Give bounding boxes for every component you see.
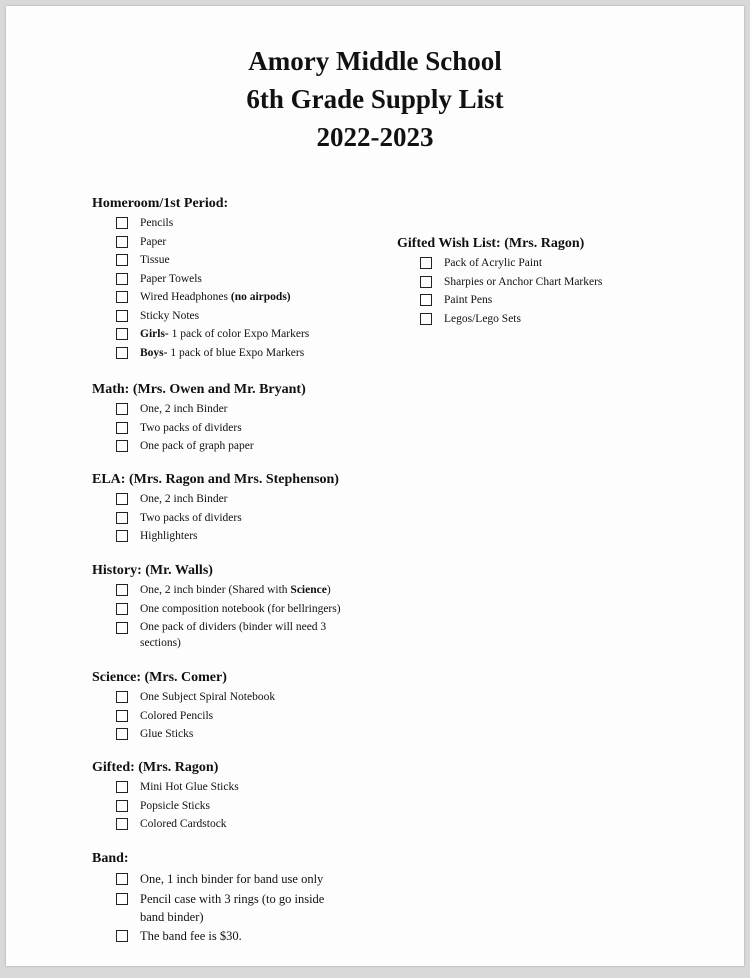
homeroom-section: [92, 195, 309, 362]
checkbox[interactable]: [116, 310, 128, 322]
list-item: One, 2 inch Binder: [116, 400, 306, 419]
checkbox[interactable]: [116, 440, 128, 452]
math-heading: Math: (Mrs. Owen and Mr. Bryant): [92, 382, 306, 397]
band-list: [116, 870, 350, 946]
gifted-heading: Gifted: (Mrs. Ragon): [92, 760, 219, 775]
document-title: [0, 42, 750, 156]
list-item: Sticky Notes: [116, 307, 309, 326]
checkbox[interactable]: [116, 236, 128, 248]
checkbox[interactable]: [116, 422, 128, 434]
checkbox[interactable]: [116, 347, 128, 359]
list-item: Wired Headphones (no airpods): [116, 288, 309, 307]
checkbox[interactable]: [116, 893, 128, 905]
ela-list: [116, 490, 339, 546]
math-section: [92, 381, 306, 456]
list-item: Two packs of dividers: [116, 509, 339, 528]
checkbox[interactable]: [116, 403, 128, 415]
checkbox[interactable]: [116, 512, 128, 524]
list-item: Boys- 1 pack of blue Expo Markers: [116, 344, 309, 363]
checkbox[interactable]: [116, 584, 128, 596]
list-name: 6th Grade Supply List: [246, 84, 504, 114]
history-list: [116, 581, 350, 652]
checkbox[interactable]: [116, 691, 128, 703]
ela-section: [92, 471, 339, 546]
list-item: Paint Pens: [420, 291, 602, 310]
list-item: One pack of dividers (binder will need 3 sections): [116, 618, 350, 652]
list-item: Pack of Acrylic Paint: [420, 254, 602, 273]
list-item: One, 2 inch binder (Shared with Science): [116, 581, 350, 600]
checkbox[interactable]: [116, 291, 128, 303]
school-year: 2022-2023: [316, 122, 434, 152]
list-item: Tissue: [116, 251, 309, 270]
list-item: Legos/Lego Sets: [420, 310, 602, 329]
checkbox[interactable]: [420, 257, 432, 269]
science-section: [92, 669, 275, 744]
checkbox[interactable]: [116, 930, 128, 942]
list-item: Girls- 1 pack of color Expo Markers: [116, 325, 309, 344]
checkbox[interactable]: [116, 622, 128, 634]
list-item: One pack of graph paper: [116, 437, 306, 456]
list-item: Mini Hot Glue Sticks: [116, 778, 239, 797]
ela-heading: ELA: (Mrs. Ragon and Mrs. Stephenson): [92, 472, 339, 487]
checkbox[interactable]: [116, 530, 128, 542]
science-heading: Science: (Mrs. Comer): [92, 670, 227, 685]
gifted-section: [92, 759, 239, 834]
wishlist-list: [420, 254, 602, 328]
list-item: Paper Towels: [116, 270, 309, 289]
list-item: Sharpies or Anchor Chart Markers: [420, 273, 602, 292]
list-item: One, 2 inch Binder: [116, 490, 339, 509]
checkbox[interactable]: [116, 493, 128, 505]
list-item: Colored Cardstock: [116, 815, 239, 834]
list-item: Pencil case with 3 rings (to go inside band binder): [116, 889, 350, 927]
checkbox[interactable]: [116, 217, 128, 229]
history-heading: History: (Mr. Walls): [92, 563, 213, 578]
history-section: [92, 562, 350, 652]
checkbox[interactable]: [116, 603, 128, 615]
list-item: One composition notebook (for bellringers): [116, 600, 350, 619]
checkbox[interactable]: [420, 276, 432, 288]
checkbox[interactable]: [116, 273, 128, 285]
homeroom-heading: Homeroom/1st Period:: [92, 196, 229, 211]
list-item: The band fee is $30.: [116, 927, 350, 946]
school-name: Amory Middle School: [248, 46, 502, 76]
list-item: Highlighters: [116, 527, 339, 546]
wishlist-section: [397, 235, 602, 328]
list-item: Colored Pencils: [116, 707, 275, 726]
band-heading: Band:: [92, 851, 129, 866]
science-list: [116, 688, 275, 744]
list-item: Glue Sticks: [116, 725, 275, 744]
math-list: [116, 400, 306, 456]
checkbox[interactable]: [116, 728, 128, 740]
checkbox[interactable]: [116, 781, 128, 793]
checkbox[interactable]: [116, 873, 128, 885]
list-item: One Subject Spiral Notebook: [116, 688, 275, 707]
checkbox[interactable]: [116, 800, 128, 812]
checkbox[interactable]: [116, 328, 128, 340]
checkbox[interactable]: [116, 254, 128, 266]
checkbox[interactable]: [420, 313, 432, 325]
checkbox[interactable]: [116, 818, 128, 830]
list-item: Popsicle Sticks: [116, 797, 239, 816]
list-item: Two packs of dividers: [116, 419, 306, 438]
gifted-list: [116, 778, 239, 834]
checkbox[interactable]: [420, 294, 432, 306]
wishlist-heading: Gifted Wish List: (Mrs. Ragon): [397, 236, 585, 251]
checkbox[interactable]: [116, 710, 128, 722]
band-section: [92, 850, 350, 946]
list-item: Pencils: [116, 214, 309, 233]
list-item: Paper: [116, 233, 309, 252]
homeroom-list: [116, 214, 309, 362]
list-item: One, 1 inch binder for band use only: [116, 870, 350, 889]
